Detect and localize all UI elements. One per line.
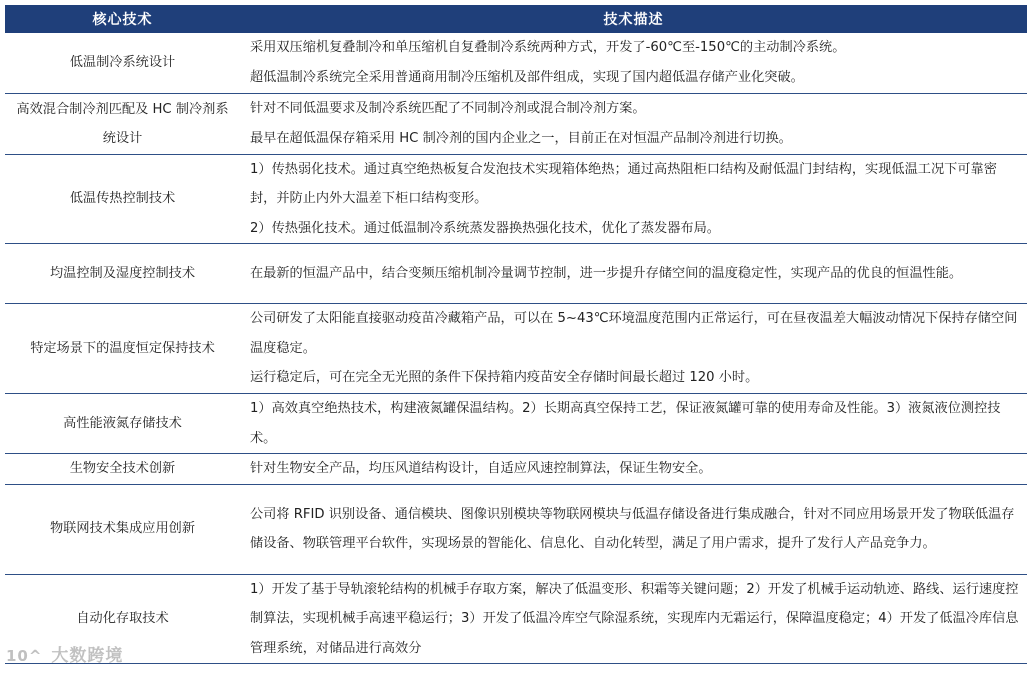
table-header-row [5, 5, 1027, 33]
watermark [6, 641, 123, 666]
desc-paragraph: 针对不同低温要求及制冷系统匹配了不同制冷剂或混合制冷剂方案。 [250, 101, 646, 116]
desc-paragraph: 1）开发了基于导轨滚轮结构的机械手存取方案，解决了低温变形、积霜等关键问题；2）开发了机械手运动轨迹、路线、运行速度控制算法，实现机械手高速平稳运行；3）开发了低温冷库空气除湿系统，实现库内无霜运行，保障温度稳定；4）开发了低温冷库信息管理系统，对储品进行高效分 [250, 581, 1019, 656]
desc-paragraph: 运行稳定后，可在完全无光照的条件下保持箱内疫苗安全存储时间最长超过 120 小时。 [250, 370, 759, 386]
row-tech-name: 高性能液氮存储技术 [5, 394, 240, 454]
row-tech-desc [240, 484, 1027, 574]
desc-paragraph: 1）高效真空绝热技术，构建液氮罐保温结构。2）长期高真空保持工艺，保证液氮罐可靠的使用寿命及性能。3）液氮液位测控技术。 [250, 401, 1001, 446]
tech-table [5, 5, 1027, 664]
desc-paragraph: 在最新的恒温产品中，结合变频压缩机制冷量调节控制，进一步提升存储空间的温度稳定性，实现产品的优良的恒温性能。 [250, 265, 963, 281]
row-tech-desc [240, 244, 1027, 304]
watermark-text: 大数跨境 [51, 646, 124, 666]
desc-paragraph: 1）传热弱化技术。通过真空绝热板复合发泡技术实现箱体绝热；通过高热阻柜口结构及耐低温门封结构，实现低温工况下可靠密封，并防止内外大温差下柜口结构变形。 [250, 161, 997, 206]
table-row [5, 304, 1027, 394]
row-tech-name: 生物安全技术创新 [5, 454, 240, 485]
table-row [5, 93, 1027, 154]
desc-paragraph: 最早在超低温保存箱采用 HC 制冷剂的国内企业之一，目前正在对恒温产品制冷剂进行切换。 [250, 130, 792, 146]
row-tech-name: 自动化存取技术 [5, 574, 240, 664]
row-tech-name: 低温制冷系统设计 [5, 33, 240, 93]
table-row [5, 154, 1027, 244]
table-row [5, 484, 1027, 574]
row-tech-desc [240, 394, 1027, 454]
row-tech-desc [240, 454, 1027, 485]
header-tech-desc: 技术描述 [240, 5, 1027, 33]
desc-paragraph: 公司研发了太阳能直接驱动疫苗冷藏箱产品，可以在 5~43℃环境温度范围内正常运行，可在昼夜温差大幅波动情况下保持存储空间温度稳定。 [250, 311, 1018, 356]
row-tech-desc [240, 93, 1027, 154]
row-tech-name: 均温控制及湿度控制技术 [5, 244, 240, 304]
row-tech-desc [240, 304, 1027, 394]
row-tech-desc [240, 33, 1027, 93]
row-tech-name: 特定场景下的温度恒定保持技术 [5, 304, 240, 394]
row-tech-name: 物联网技术集成应用创新 [5, 484, 240, 574]
desc-paragraph: 针对生物安全产品，均压风道结构设计，自适应风速控制算法，保证生物安全。 [250, 461, 712, 476]
table-row [5, 394, 1027, 454]
desc-paragraph: 公司将 RFID 识别设备、通信模块、图像识别模块等物联网模块与低温存储设备进行集成融合，针对不同应用场景开发了物联低温存储设备、物联管理平台软件，实现场景的智能化、信息化、自动化转型，满足了用户需求，提升了发行人产品竞争力。 [250, 506, 1015, 551]
row-tech-name: 高效混合制冷剂匹配及 HC 制冷剂系统设计 [5, 93, 240, 154]
row-tech-desc [240, 574, 1027, 664]
row-tech-name: 低温传热控制技术 [5, 154, 240, 244]
table-row [5, 454, 1027, 485]
row-tech-desc [240, 154, 1027, 244]
table-row [5, 33, 1027, 93]
table-row [5, 244, 1027, 304]
desc-paragraph: 超低温制冷系统完全采用普通商用制冷压缩机及部件组成，实现了国内超低温存储产业化突破。 [250, 69, 804, 85]
desc-paragraph: 采用双压缩机复叠制冷和单压缩机自复叠制冷系统两种方式，开发了-60℃至-150℃的主动制冷系统。 [250, 40, 846, 56]
watermark-logo-icon: 10^ [6, 647, 43, 665]
table-row [5, 574, 1027, 664]
header-core-tech: 核心技术 [5, 5, 240, 33]
desc-paragraph: 2）传热强化技术。通过低温制冷系统蒸发器换热强化技术，优化了蒸发器布局。 [250, 220, 720, 236]
